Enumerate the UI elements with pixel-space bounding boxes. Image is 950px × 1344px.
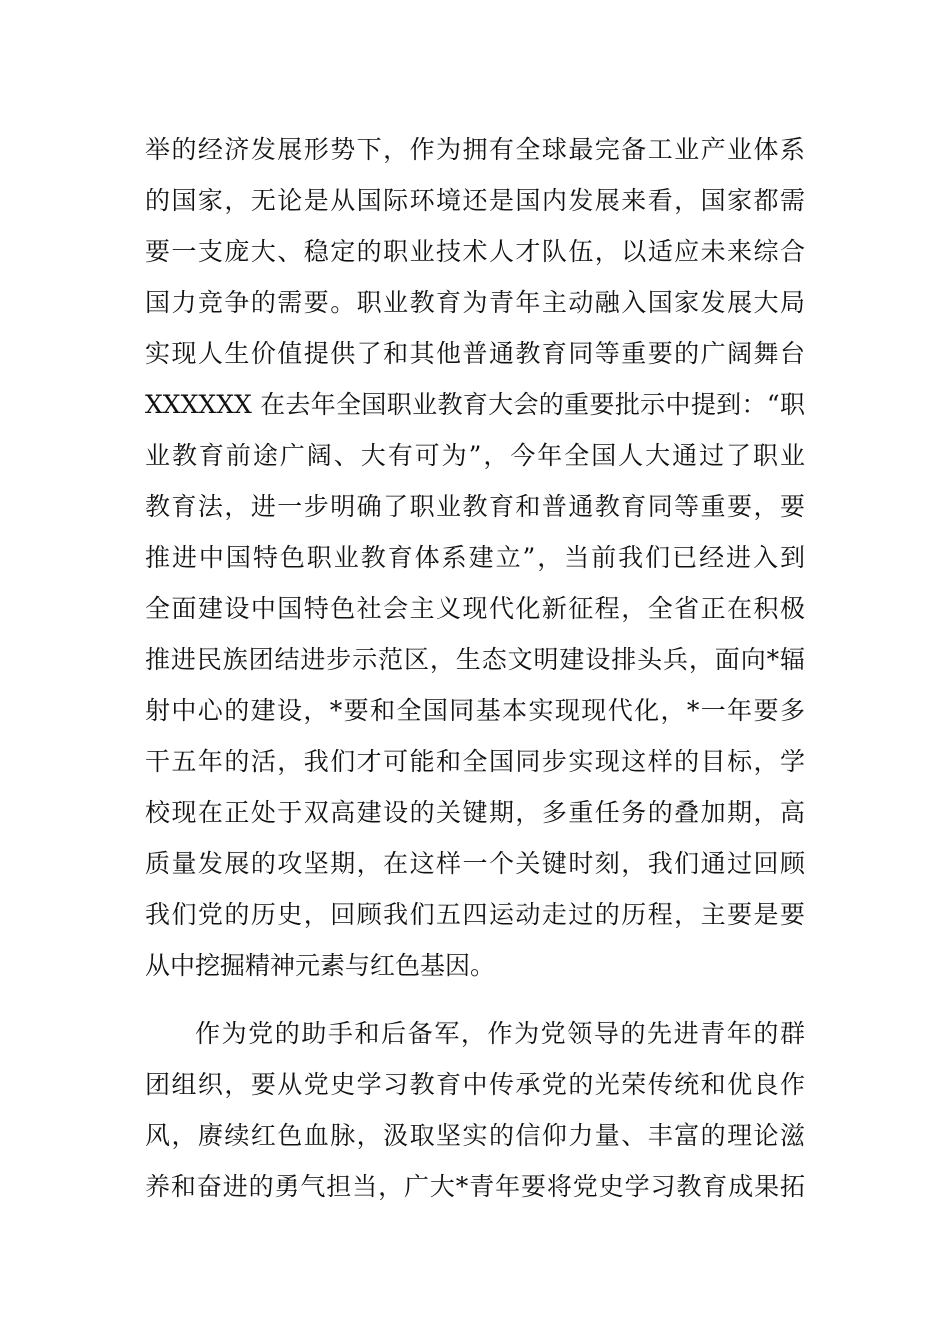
text-line-20: 风，赓续红色血脉，汲取坚实的信仰力量、丰富的理论滋 bbox=[145, 1121, 805, 1150]
text-line-3: 要一支庞大、稳定的职业技术人才队伍，以适应未来综合 bbox=[145, 237, 805, 266]
text-line-15: 质量发展的攻坚期，在这样一个关键时刻，我们通过回顾 bbox=[145, 849, 805, 878]
text-line-12: 射中心的建设，*要和全国同基本实现现代化，*一年要多 bbox=[145, 696, 805, 725]
text-line-6: XXXXXX 在去年全国职业教育大会的重要批示中提到：“职 bbox=[145, 390, 805, 419]
text-line-10: 全面建设中国特色社会主义现代化新征程，全省正在积极 bbox=[145, 594, 805, 623]
text-line-1: 举的经济发展形势下，作为拥有全球最完备工业产业体系 bbox=[145, 135, 805, 164]
text-line-5: 实现人生价值提供了和其他普通教育同等重要的广阔舞台 bbox=[145, 339, 805, 368]
text-line-4: 国力竞争的需要。职业教育为青年主动融入国家发展大局 bbox=[145, 288, 805, 317]
text-line-11: 推进民族团结进步示范区，生态文明建设排头兵，面向*辐 bbox=[145, 645, 805, 674]
text-line-21: 养和奋进的勇气担当，广大*青年要将党史学习教育成果拓 bbox=[145, 1172, 805, 1201]
text-line-17: 从中挖掘精神元素与红色基因。 bbox=[145, 951, 496, 980]
text-line-9: 推进中国特色职业教育体系建立”，当前我们已经进入到 bbox=[145, 543, 805, 572]
text-line-16: 我们党的历史，回顾我们五四运动走过的历程，主要是要 bbox=[145, 900, 805, 929]
text-line-19: 团组织，要从党史学习教育中传承党的光荣传统和优良作 bbox=[145, 1070, 805, 1099]
text-line-8: 教育法，进一步明确了职业教育和普通教育同等重要，要 bbox=[145, 492, 805, 521]
text-line-18: 作为党的助手和后备军，作为党领导的先进青年的群 bbox=[195, 1019, 805, 1048]
text-line-2: 的国家，无论是从国际环境还是国内发展来看，国家都需 bbox=[145, 186, 805, 215]
text-line-14: 校现在正处于双高建设的关键期，多重任务的叠加期，高 bbox=[145, 798, 805, 827]
text-line-13: 干五年的活，我们才可能和全国同步实现这样的目标，学 bbox=[145, 747, 805, 776]
text-line-7: 业教育前途广阔、大有可为”，今年全国人大通过了职业 bbox=[145, 441, 805, 470]
